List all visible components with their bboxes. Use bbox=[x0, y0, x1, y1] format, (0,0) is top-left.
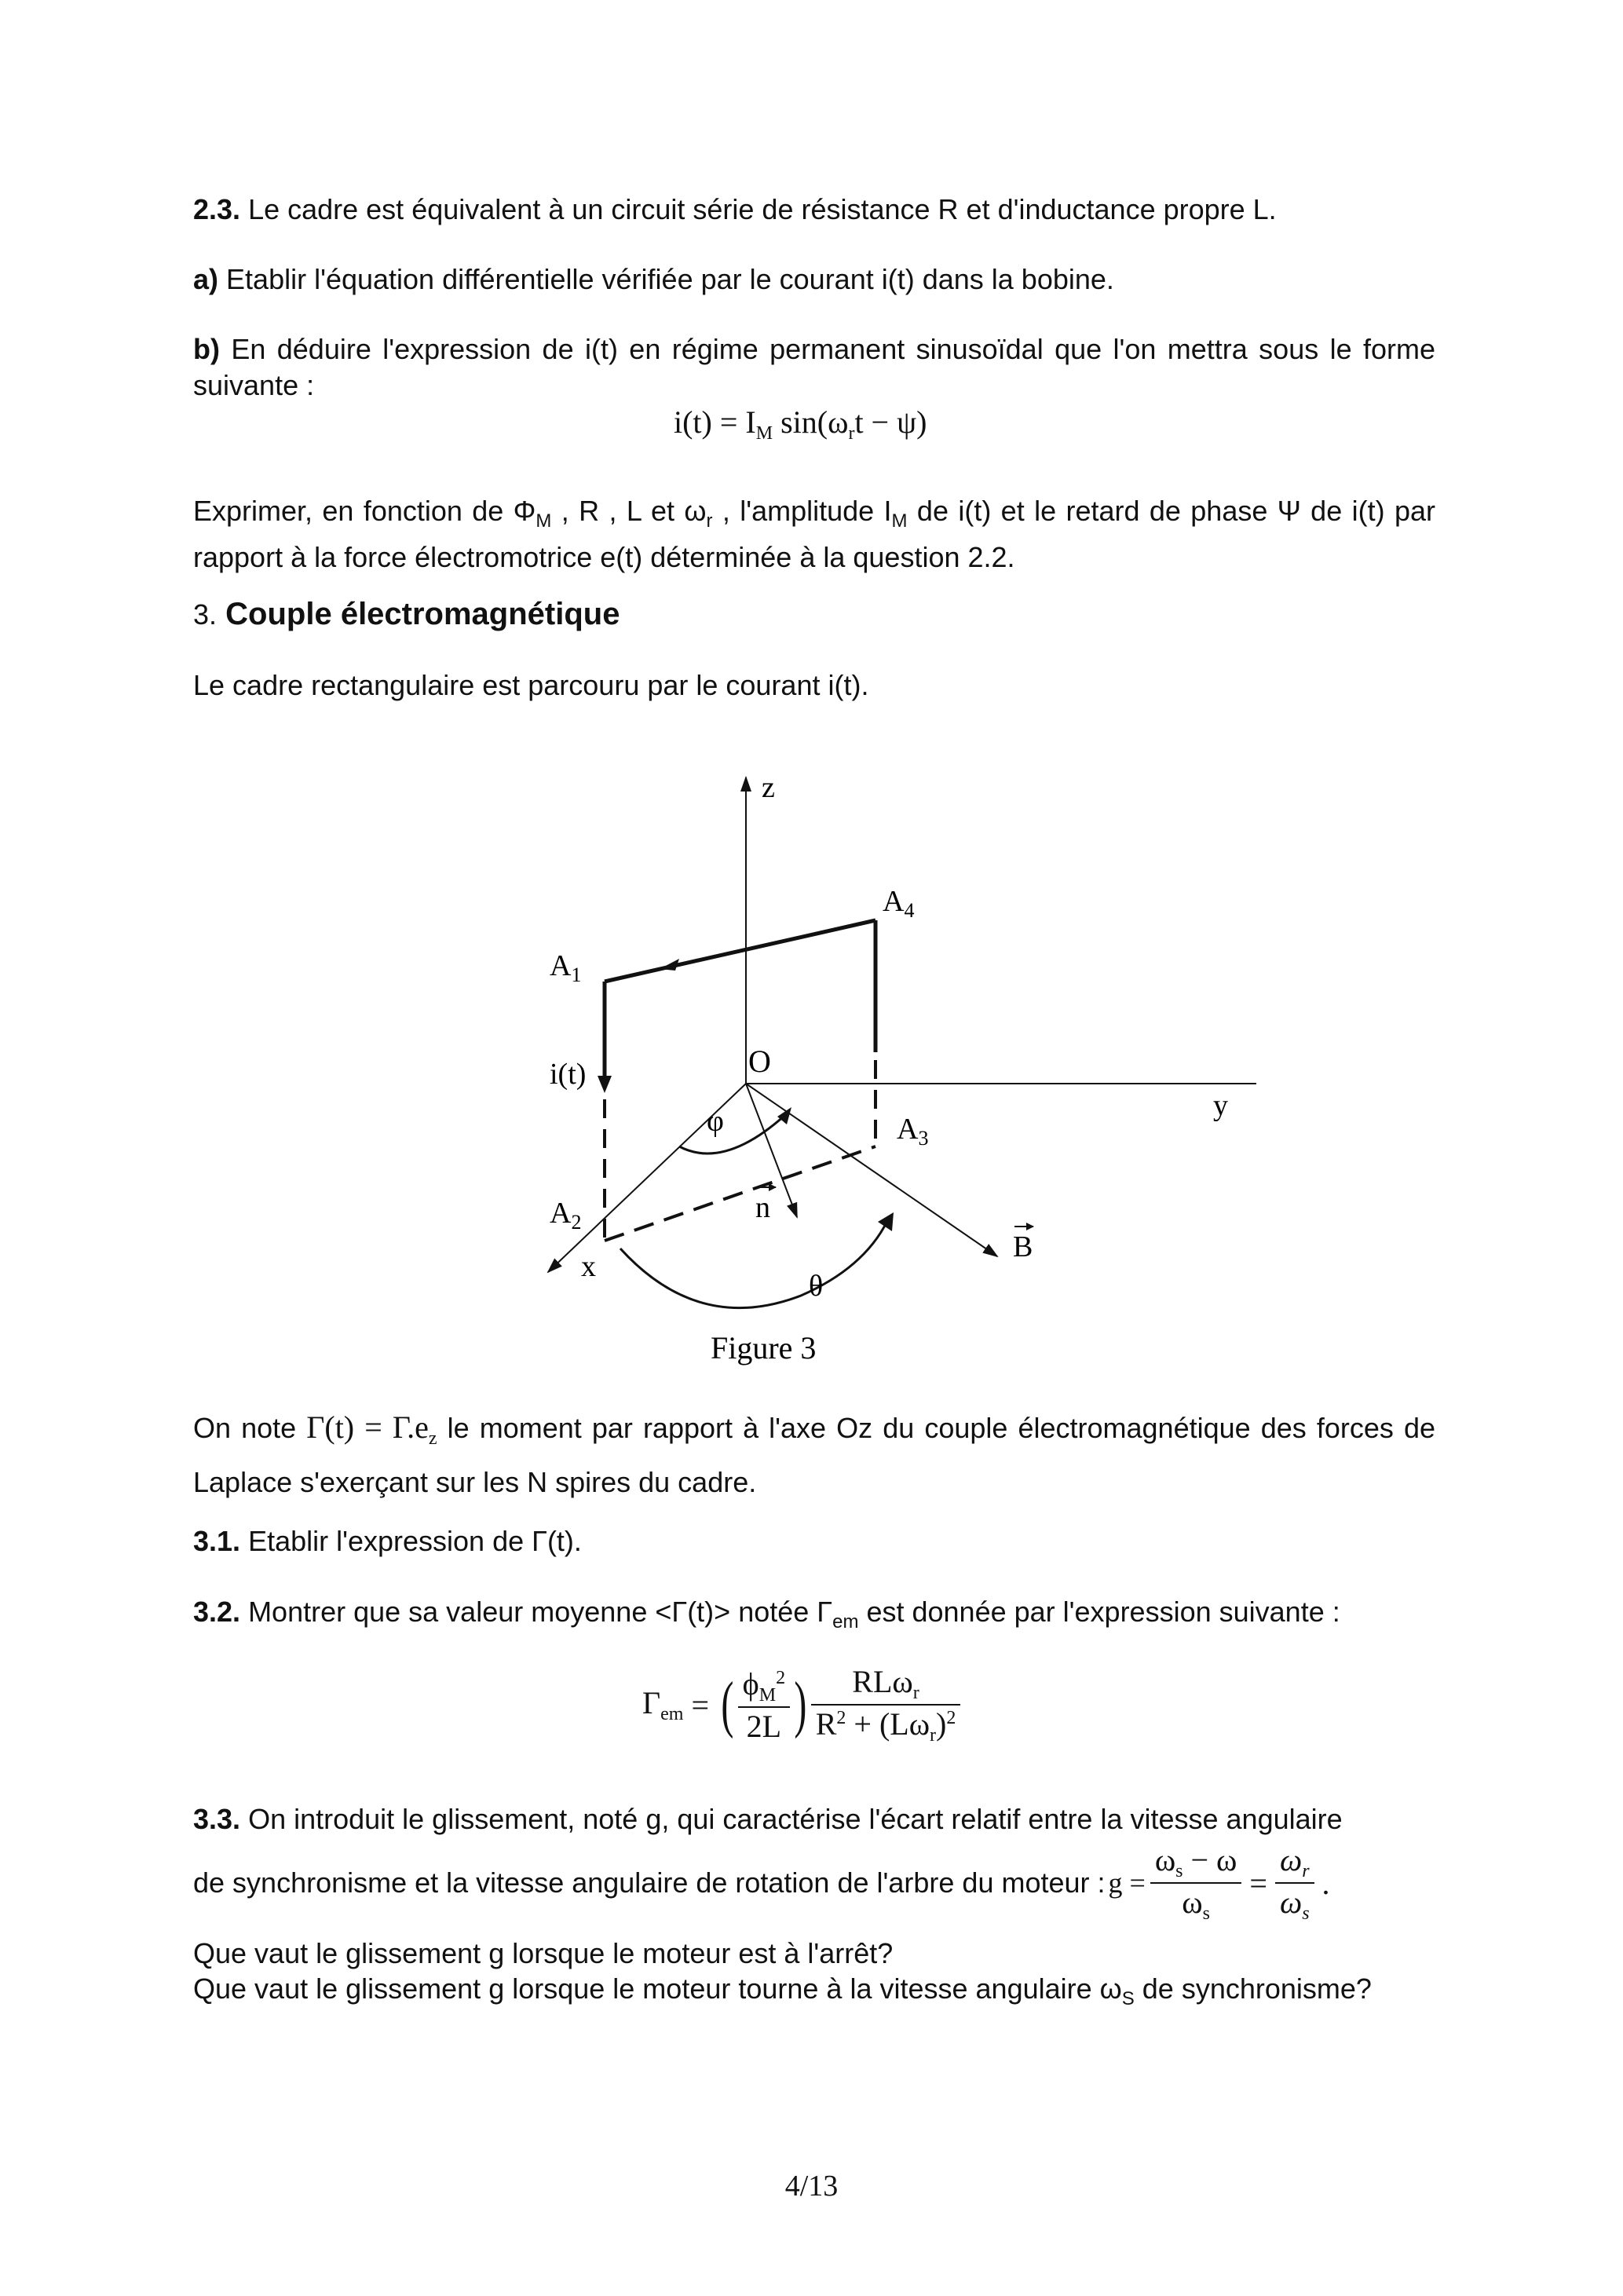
sub: s bbox=[1202, 1903, 1210, 1924]
omega: ω bbox=[1279, 1885, 1303, 1920]
section-text: On introduit le glissement, noté g, qui caractérise l'écart relatif entre la vitesse angulaire bbox=[248, 1803, 1343, 1835]
label-a4 bbox=[883, 885, 914, 922]
sup: 2 bbox=[946, 1708, 956, 1728]
frame-top-edge bbox=[605, 920, 875, 982]
slip-fraction-1-num bbox=[1150, 1841, 1242, 1884]
fraction-2 bbox=[811, 1663, 961, 1746]
sub: r bbox=[930, 1725, 937, 1746]
on-note-paragraph bbox=[193, 1406, 1435, 1504]
theta-arc-arrow bbox=[878, 1212, 894, 1231]
label-z: z bbox=[762, 771, 775, 804]
section-text: Etablir l'expression de Γ(t). bbox=[248, 1525, 582, 1557]
fraction-1 bbox=[738, 1665, 790, 1745]
label-x: x bbox=[581, 1250, 596, 1283]
question-2 bbox=[193, 1971, 1435, 2017]
equation-gamma-em bbox=[642, 1663, 960, 1746]
r: R bbox=[815, 1706, 837, 1742]
fraction-1-den: 2L bbox=[746, 1708, 782, 1744]
slip-fraction-2-den bbox=[1275, 1884, 1314, 1925]
section-text: Le cadre est équivalent à un circuit série de résistance R et d'inductance propre L. bbox=[248, 193, 1277, 225]
label-n: n bbox=[755, 1191, 770, 1224]
label-a3-sub: 3 bbox=[918, 1127, 929, 1150]
question-2-3-a bbox=[193, 261, 1435, 298]
label-a1-sub: 1 bbox=[571, 963, 582, 986]
eq-equals: = bbox=[691, 1687, 710, 1723]
g-equals: g = bbox=[1108, 1867, 1146, 1899]
phi: ϕ bbox=[742, 1665, 759, 1702]
label-current: i(t) bbox=[550, 1058, 587, 1091]
n-vector bbox=[746, 1084, 797, 1217]
section-3-3 bbox=[193, 1801, 1435, 1837]
figure-3 bbox=[518, 754, 1288, 1382]
eq-arg-open: (ω bbox=[817, 404, 849, 440]
fraction-1-num bbox=[738, 1665, 790, 1708]
slip-fraction-1 bbox=[1150, 1841, 1242, 1925]
question-label: a) bbox=[193, 263, 219, 295]
question-text: Etablir l'équation différentielle vérifiée par le courant i(t) dans la bobine. bbox=[226, 263, 1114, 295]
section-3-intro: Le cadre rectangulaire est parcouru par le courant i(t). bbox=[193, 669, 869, 701]
paren-open: ( bbox=[721, 1669, 734, 1739]
label-a1 bbox=[550, 949, 581, 986]
slip-fraction-1-den bbox=[1150, 1884, 1242, 1925]
section-number: 3.2. bbox=[193, 1596, 241, 1628]
section-text: Montrer que sa valeur moyenne <Γ(t)> notée Γ bbox=[248, 1596, 833, 1628]
slip-definition-line bbox=[193, 1841, 1449, 1925]
express-paragraph bbox=[193, 493, 1435, 576]
sup: 2 bbox=[776, 1667, 786, 1688]
phi-arc bbox=[679, 1115, 785, 1153]
section-number: 2.3. bbox=[193, 193, 241, 225]
label-a1-letter: A bbox=[550, 949, 572, 982]
eq-sub: M bbox=[755, 423, 773, 444]
omega: ω bbox=[1182, 1885, 1203, 1920]
label-o: O bbox=[748, 1044, 771, 1079]
sub: s bbox=[1302, 1903, 1310, 1924]
sub: r bbox=[1302, 1861, 1310, 1881]
question-2-3-b bbox=[193, 331, 1435, 404]
label-a3-letter: A bbox=[897, 1113, 919, 1146]
lw: + (Lω bbox=[854, 1706, 930, 1742]
omega: ω bbox=[1154, 1842, 1176, 1877]
current-arrow bbox=[598, 1076, 612, 1093]
close: ) bbox=[936, 1706, 947, 1742]
section-title: Couple électromagnétique bbox=[225, 597, 620, 631]
equals: = bbox=[1249, 1865, 1267, 1901]
text: Que vaut le glissement g lorsque le moteur tourne à la vitesse angulaire ω bbox=[193, 1972, 1122, 2005]
theta-arc bbox=[620, 1221, 887, 1308]
section-text: de synchronisme et la vitesse angulaire de rotation de l'arbre du moteur : bbox=[193, 1866, 1106, 1899]
question-1: Que vaut le glissement g lorsque le moteur est à l'arrêt? bbox=[193, 1937, 894, 1969]
text: le moment par rapport à l'axe Oz du couple électromagnétique des bbox=[447, 1412, 1307, 1444]
question-label: b) bbox=[193, 333, 220, 365]
label-a2-letter: A bbox=[550, 1197, 572, 1230]
text: forces de Laplace s'exerçant sur les N spires du cadre. bbox=[193, 1412, 1436, 1498]
section-2-3 bbox=[193, 192, 1435, 228]
section-number: 3.3. bbox=[193, 1803, 241, 1835]
sup: 2 bbox=[836, 1708, 846, 1728]
eq-sin: sin bbox=[780, 404, 817, 440]
label-theta: θ bbox=[809, 1270, 824, 1303]
label-y: y bbox=[1213, 1089, 1228, 1122]
section-number: 3.1. bbox=[193, 1525, 241, 1557]
section-3-1 bbox=[193, 1523, 1435, 1559]
sub: em bbox=[832, 1611, 859, 1632]
text: synchronisme? bbox=[1181, 1972, 1372, 2005]
paren-close: ) bbox=[794, 1669, 807, 1739]
label-phi: φ bbox=[707, 1105, 724, 1138]
fraction-2-num bbox=[811, 1663, 961, 1706]
minus-omega: − ω bbox=[1190, 1842, 1237, 1877]
frame-bottom-dashed bbox=[605, 1146, 875, 1241]
frame-top-arrow bbox=[660, 959, 679, 971]
sub: r bbox=[912, 1683, 919, 1703]
sub: M bbox=[758, 1684, 777, 1706]
sub: S bbox=[1121, 1988, 1135, 2009]
gamma-expression: Γ(t) = Γ.e bbox=[306, 1409, 429, 1445]
question-text: En déduire l'expression de i(t) en régime permanent sinusoïdal que l'on mettra sous le forme suivante : bbox=[193, 333, 1435, 401]
figure-caption: Figure 3 bbox=[711, 1330, 817, 1366]
eq-sub-r: r bbox=[848, 423, 855, 444]
text: de bbox=[1142, 1972, 1174, 2005]
text: On note bbox=[193, 1412, 297, 1444]
section-3-heading bbox=[193, 597, 620, 632]
section-number: 3. bbox=[193, 598, 217, 631]
omega: ω bbox=[1279, 1842, 1303, 1877]
rlw: RLω bbox=[852, 1664, 913, 1699]
text: , l'amplitude I bbox=[722, 495, 892, 527]
text: , R , L et ω bbox=[561, 495, 707, 527]
sub: M bbox=[536, 510, 552, 532]
eq-lhs: i(t) = I bbox=[674, 404, 756, 440]
sub: r bbox=[706, 510, 713, 532]
equation-current bbox=[674, 404, 927, 444]
label-a3 bbox=[897, 1113, 928, 1150]
label-a2-sub: 2 bbox=[571, 1211, 582, 1234]
section-3-2 bbox=[193, 1594, 1435, 1640]
text: Exprimer, en fonction de Φ bbox=[193, 495, 536, 527]
eq-lhs bbox=[642, 1684, 683, 1725]
sub: M bbox=[891, 510, 908, 532]
label-a2 bbox=[550, 1197, 581, 1234]
slip-fraction-2 bbox=[1275, 1841, 1314, 1925]
eq-arg-close: t − ψ) bbox=[854, 404, 927, 440]
gamma-definition bbox=[306, 1409, 437, 1449]
section-text: est donnée par l'expression suivante : bbox=[866, 1596, 1340, 1628]
slip-fraction-2-num bbox=[1275, 1841, 1314, 1884]
sub: z bbox=[428, 1428, 437, 1449]
eq-gamma: Γ bbox=[642, 1685, 661, 1720]
sub: em bbox=[660, 1704, 684, 1724]
page-number: 4/13 bbox=[784, 2170, 839, 2203]
label-a4-sub: 4 bbox=[904, 899, 915, 922]
b-vector bbox=[746, 1084, 997, 1256]
period: . bbox=[1321, 1865, 1330, 1901]
text: par rapport à la force électromotrice e(t) déterminée à la question 2.2. bbox=[193, 495, 1435, 573]
fraction-2-den bbox=[811, 1706, 961, 1746]
label-a4-letter: A bbox=[883, 885, 905, 918]
sub: s bbox=[1175, 1861, 1183, 1881]
text: de i(t) et le retard de phase Ψ de i(t) bbox=[916, 495, 1385, 527]
label-b: B bbox=[1013, 1230, 1033, 1263]
